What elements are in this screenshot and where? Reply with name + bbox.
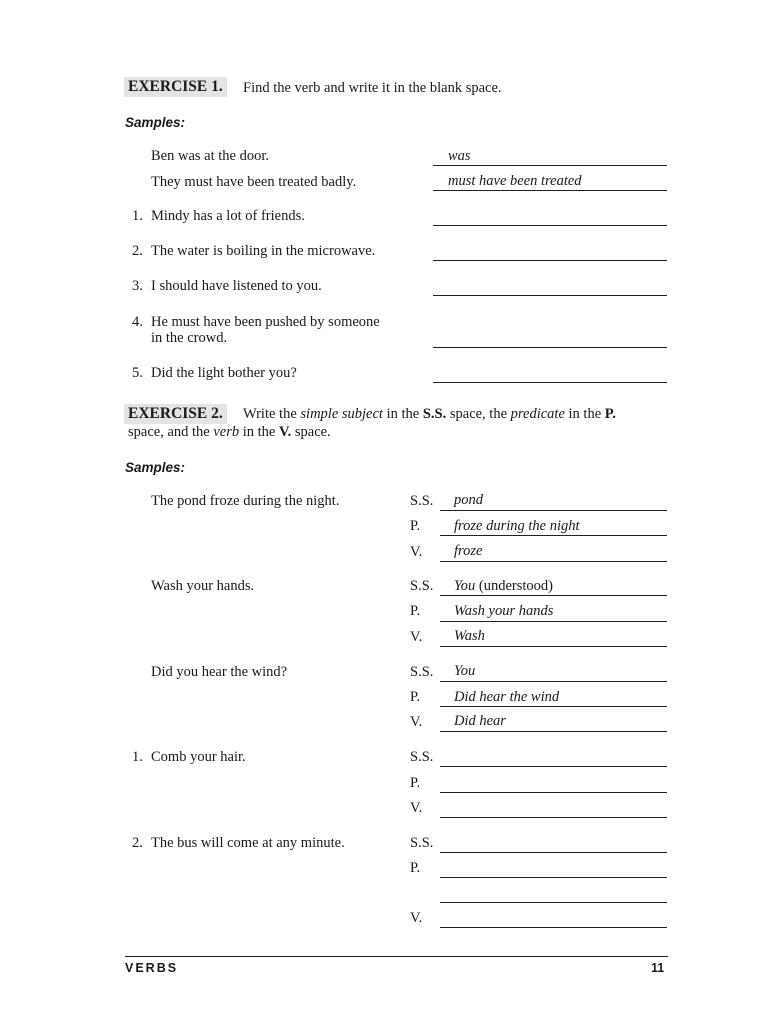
ex1-item-4-sentence-line-2: in the crowd. [151,330,228,346]
ex2-sample-2-p-label: P. [410,603,421,619]
ex1-sample-2-answer-line [433,190,667,191]
ex2-sample-2-v-answer: Wash [454,628,485,644]
footer-section-name: VERBS [125,961,179,975]
ex1-item-1-number: 1. [132,208,143,224]
ex1-item-1-answer-line[interactable] [433,225,667,226]
exercise-2-samples-label: Samples: [125,460,186,475]
ex2-instr-text-6: in the [239,424,279,440]
ex2-item-1-sentence: Comb your hair. [151,749,246,765]
ex1-sample-2-sentence: They must have been treated badly. [151,174,357,190]
ex2-sample-2-sentence: Wash your hands. [151,578,255,594]
ex2-item-1-ss-label: S.S. [410,749,434,765]
ex2-instr-text-2: in the [382,406,423,422]
ex2-instr-predicate: predicate [510,406,565,422]
ex2-item-2-p-line-1[interactable] [440,877,667,878]
ex2-sample-1-v-answer: froze [454,543,483,559]
ex2-instr-v-abbr: V. [279,424,292,440]
ex2-instr-text-5: space, and the [128,424,214,440]
ex2-sample-1-ss-label: S.S. [410,493,434,509]
ex2-item-2-ss-line[interactable] [440,852,667,853]
ex2-sample-1-ss-answer: pond [454,492,483,508]
ex1-item-4-answer-line[interactable] [433,347,667,348]
exercise-1-instruction: Find the verb and write it in the blank space. [243,80,502,96]
ex2-item-2-v-label: V. [410,910,423,926]
ex2-instr-text-7: space. [291,424,331,440]
ex2-sample-2-ss-note: (understood) [475,578,553,594]
ex2-item-1-p-line[interactable] [440,792,667,793]
ex2-sample-2-p-line [440,621,667,622]
ex2-item-1-v-label: V. [410,800,423,816]
ex2-instr-verb: verb [213,424,240,440]
exercise-2-instruction-line-1 [243,406,616,423]
ex2-item-1-v-line[interactable] [440,817,667,818]
ex2-sample-3-v-line [440,731,667,732]
ex2-instr-simple-subject: simple subject [300,406,383,422]
ex1-sample-1-answer-line [433,165,667,166]
ex1-item-2-answer-line[interactable] [433,260,667,261]
ex2-sample-1-sentence: The pond froze during the night. [151,493,340,509]
ex2-instr-text-1: Write the [243,406,301,422]
ex2-sample-2-p-answer: Wash your hands [454,603,554,619]
ex2-item-2-p-line-2[interactable] [440,902,667,903]
ex2-item-2-v-line[interactable] [440,927,667,928]
exercise-1-title: EXERCISE 1. [124,77,227,97]
footer-rule [125,956,668,957]
ex2-sample-2-v-label: V. [410,629,423,645]
ex2-instr-p-abbr: P. [604,406,616,422]
ex1-item-5-sentence: Did the light bother you? [151,365,297,381]
ex1-item-3-answer-line[interactable] [433,295,667,296]
ex2-sample-2-ss-label: S.S. [410,578,434,594]
ex2-sample-2-ss-line [440,595,667,596]
ex2-sample-2-ss-answer [454,577,553,595]
ex2-sample-1-v-line [440,561,667,562]
ex1-item-3-number: 3. [132,278,143,294]
ex2-sample-1-p-answer: froze during the night [454,518,580,534]
ex2-sample-3-ss-line [440,681,667,682]
exercise-2-instruction-line-2 [128,424,331,441]
ex2-sample-3-v-answer: Did hear [454,713,506,729]
ex2-item-2-sentence: The bus will come at any minute. [151,835,345,851]
ex2-instr-text-3: space, the [446,406,511,422]
ex2-instr-ss-abbr: S.S. [422,406,447,422]
ex2-instr-text-4: in the [564,406,605,422]
ex2-sample-1-ss-line [440,510,667,511]
ex2-item-2-ss-label: S.S. [410,835,434,851]
ex1-sample-2-answer: must have been treated [448,173,582,189]
page-number: 11 [651,961,665,975]
ex2-sample-2-ss-word: You [454,578,476,594]
ex1-item-4-number: 4. [132,314,143,330]
ex2-sample-3-p-label: P. [410,689,421,705]
ex2-sample-3-v-label: V. [410,714,423,730]
ex1-item-5-number: 5. [132,365,143,381]
ex1-item-3-sentence: I should have listened to you. [151,278,322,294]
ex1-sample-1-answer: was [448,148,471,164]
ex2-sample-3-sentence: Did you hear the wind? [151,664,288,680]
exercise-2-title: EXERCISE 2. [124,404,227,424]
ex2-sample-3-p-answer: Did hear the wind [454,689,560,705]
ex1-sample-1-sentence: Ben was at the door. [151,148,269,164]
ex1-item-2-number: 2. [132,243,143,259]
ex2-sample-3-ss-answer: You [454,663,476,679]
ex2-sample-1-p-line [440,535,667,536]
ex2-item-1-ss-line[interactable] [440,766,667,767]
ex2-item-2-p-label: P. [410,860,421,876]
ex2-sample-1-v-label: V. [410,544,423,560]
exercise-1-samples-label: Samples: [125,115,186,130]
ex2-sample-3-p-line [440,706,667,707]
ex1-item-2-sentence: The water is boiling in the microwave. [151,243,376,259]
ex1-item-4-sentence-line-1: He must have been pushed by someone [151,314,380,330]
ex2-sample-2-v-line [440,646,667,647]
ex2-sample-3-ss-label: S.S. [410,664,434,680]
ex1-item-5-answer-line[interactable] [433,382,667,383]
ex2-item-2-number: 2. [132,835,143,851]
ex2-sample-1-p-label: P. [410,518,421,534]
ex2-item-1-p-label: P. [410,775,421,791]
ex1-item-1-sentence: Mindy has a lot of friends. [151,208,305,224]
ex2-item-1-number: 1. [132,749,143,765]
